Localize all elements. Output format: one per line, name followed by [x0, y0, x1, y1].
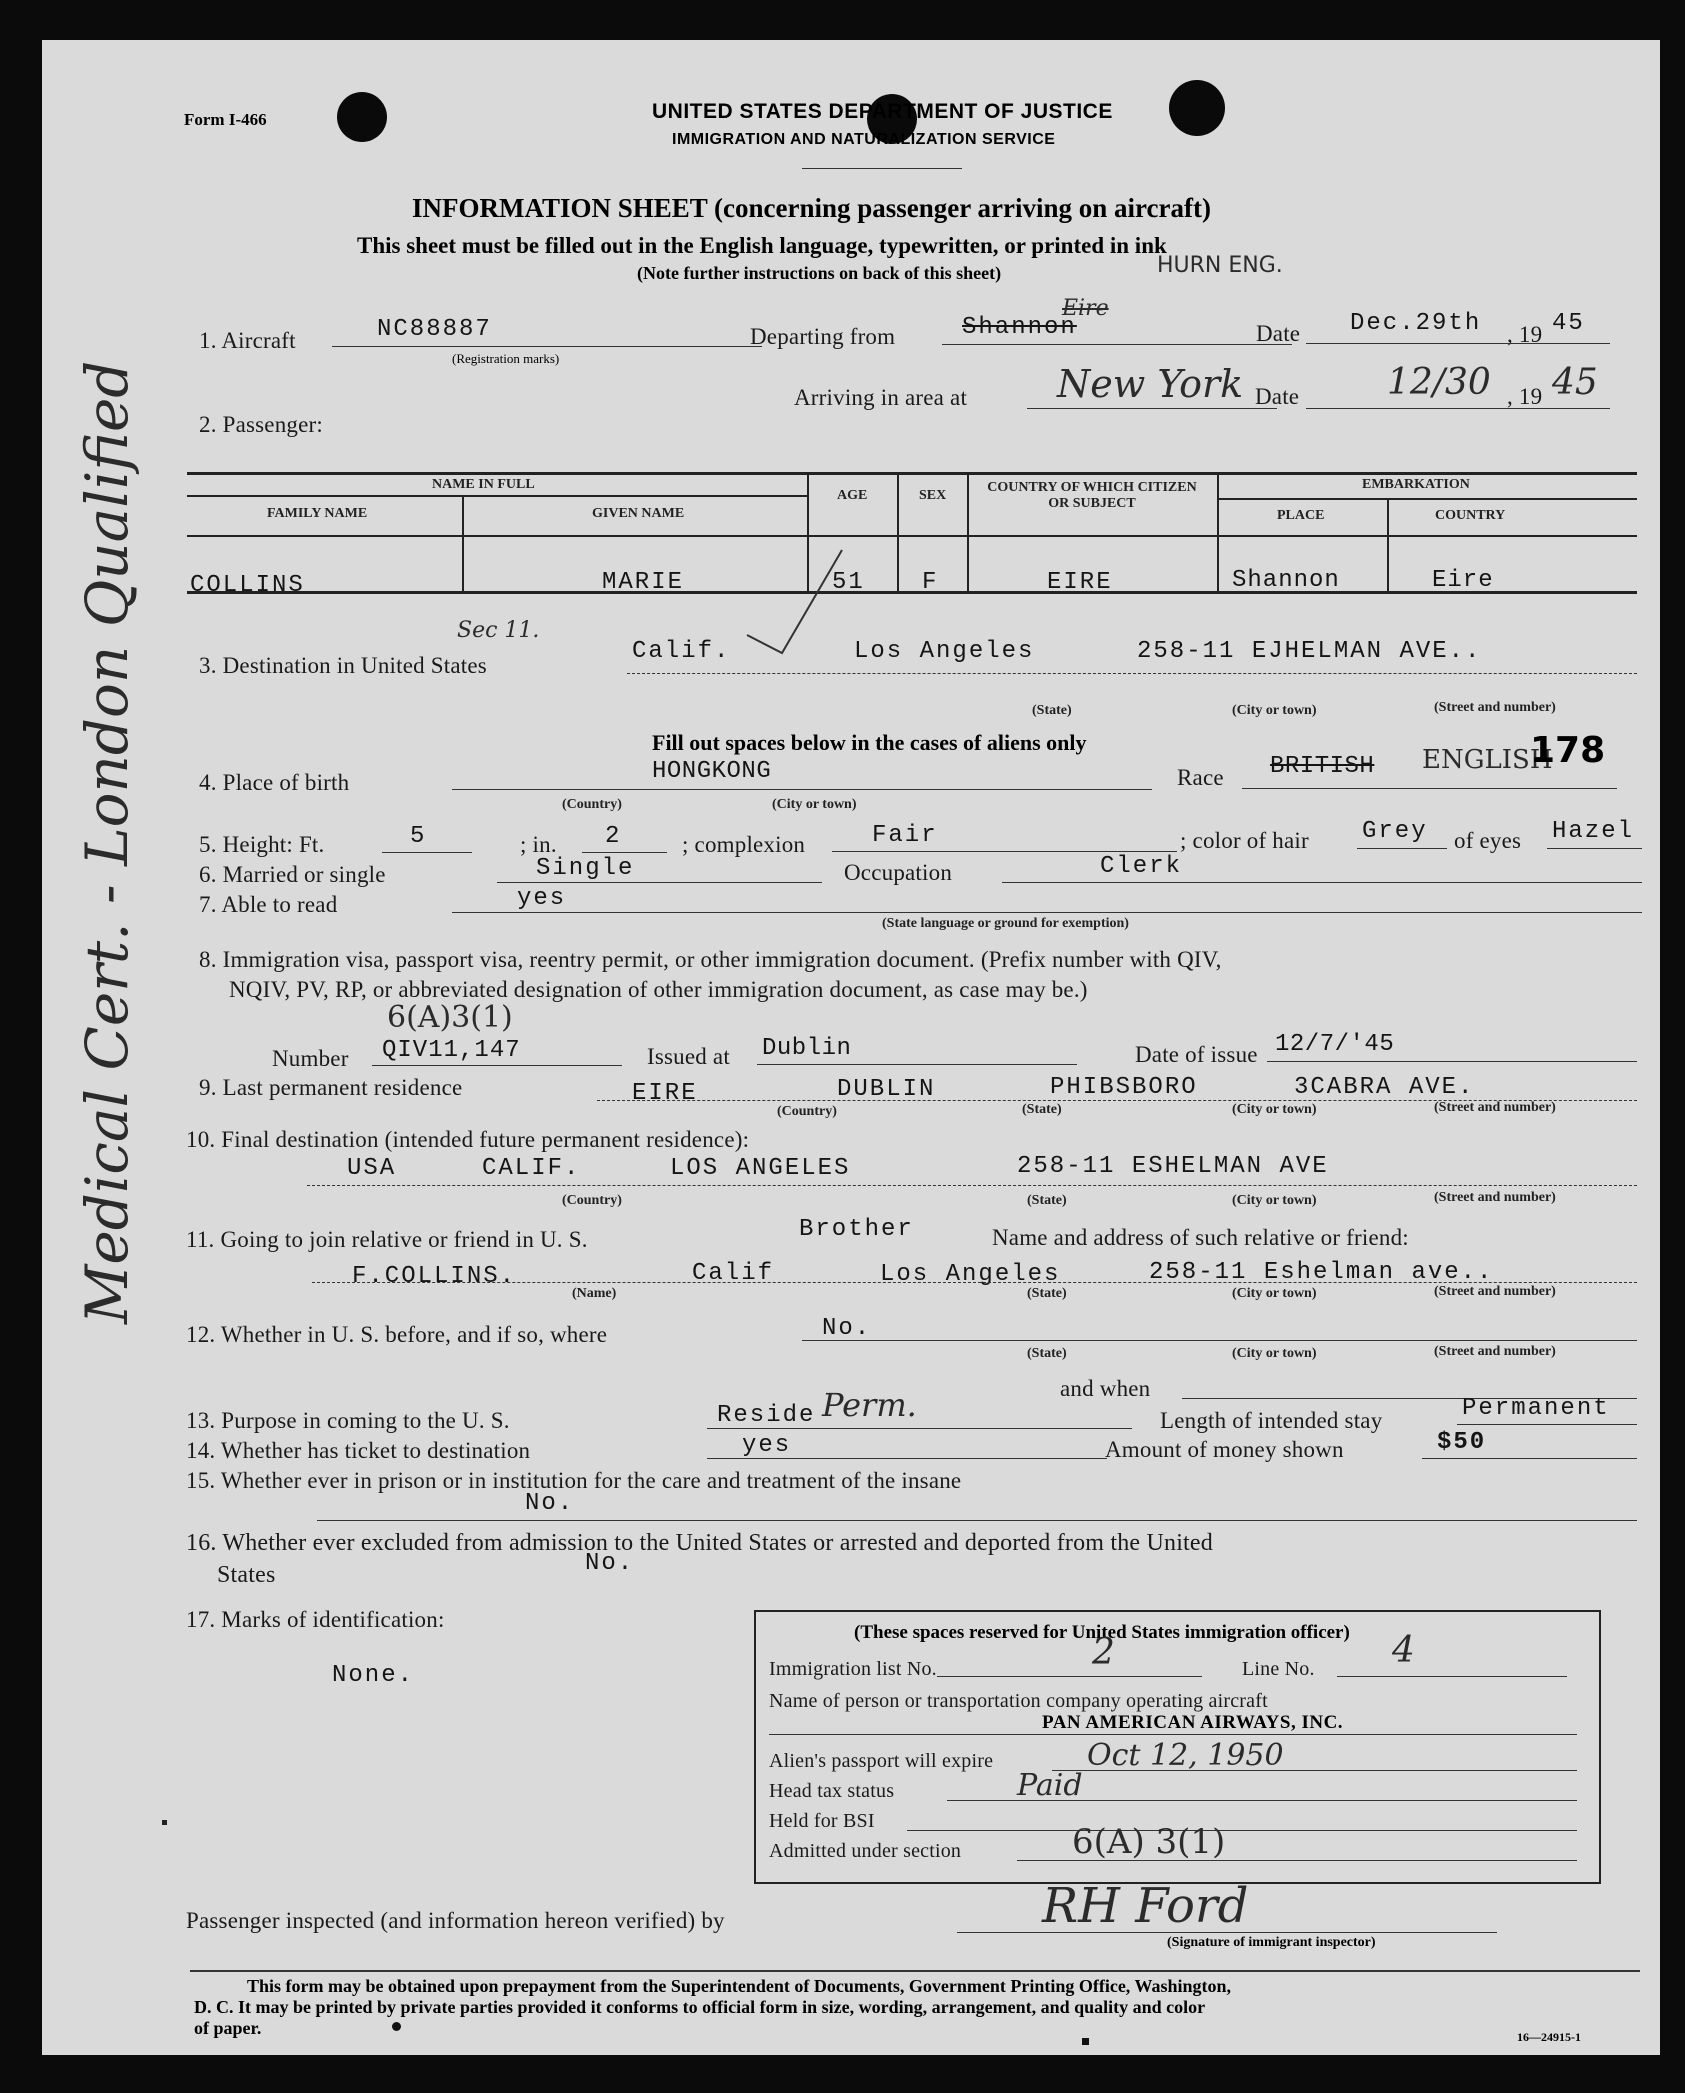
departing-value: Shannon — [962, 314, 1077, 341]
arriving-date-value: 12/30 — [1387, 362, 1491, 403]
destination-street: 258-11 EJHELMAN AVE.. — [1137, 638, 1482, 665]
final-city-caption: (City or town) — [1232, 1193, 1317, 1208]
immigration-list-label: Immigration list No. — [769, 1658, 937, 1680]
department-heading: UNITED STATES DEPARTMENT OF JUSTICE — [652, 100, 1113, 123]
occupation-value: Clerk — [1100, 853, 1183, 880]
money-label: Amount of money shown — [1105, 1437, 1344, 1462]
purpose-label: 13. Purpose in coming to the U. S. — [186, 1408, 510, 1433]
us-before-label: 12. Whether in U. S. before, and if so, where — [186, 1322, 608, 1347]
aircraft-label: 1. Aircraft — [199, 328, 296, 353]
complexion-value: Fair — [872, 822, 938, 849]
aliens-only-note: Fill out spaces below in the cases of aliens only — [652, 730, 1087, 755]
visa-number-label: Number — [272, 1046, 349, 1071]
destination-state-caption: (State) — [1032, 703, 1072, 718]
line-no-value: 4 — [1392, 1630, 1415, 1671]
departing-year-prefix: , 19 — [1507, 322, 1543, 347]
margin-handwriting: Medical Cert. - London Qualified — [73, 360, 141, 1324]
join-state-value: Calif — [692, 1260, 775, 1287]
signature-caption: (Signature of immigrant inspector) — [1167, 1935, 1376, 1950]
height-label: 5. Height: Ft. — [199, 832, 325, 857]
us-before-when-label: and when — [1060, 1376, 1151, 1401]
read-caption: (State language or ground for exemption) — [882, 916, 1129, 931]
form-sheet — [42, 40, 1660, 2055]
issue-date-label: Date of issue — [1135, 1042, 1258, 1067]
citizenship-value: EIRE — [1047, 569, 1113, 596]
given-name-value: MARIE — [602, 569, 685, 596]
destination-city-caption: (City or town) — [1232, 703, 1317, 718]
form-subtitle: This sheet must be filled out in the English language, typewritten, or printed in ink — [357, 233, 1167, 258]
ink-speck — [162, 1820, 167, 1825]
destination-label: 3. Destination in United States — [199, 653, 487, 678]
aircraft-value: NC88887 — [377, 316, 492, 343]
final-state-caption: (State) — [1027, 1193, 1067, 1208]
destination-state: Calif. — [632, 638, 731, 665]
issued-at-label: Issued at — [647, 1044, 730, 1069]
place-header: PLACE — [1277, 508, 1325, 523]
header-rule — [802, 168, 962, 169]
marital-value: Single — [536, 855, 635, 882]
arriving-date-label: Date — [1255, 384, 1300, 409]
destination-city: Los Angeles — [854, 638, 1035, 665]
residence-country: EIRE — [632, 1080, 698, 1107]
purpose-value: Reside — [717, 1402, 816, 1429]
operator-value: PAN AMERICAN AIRWAYS, INC. — [1042, 1712, 1344, 1733]
head-tax-label: Head tax status — [769, 1780, 895, 1802]
age-value: 51 — [832, 569, 865, 596]
visa-number-value: QIV11,147 — [382, 1037, 521, 1064]
footer-line3: of paper. — [194, 2018, 262, 2038]
hair-value: Grey — [1362, 818, 1428, 845]
final-destination-country: USA — [347, 1155, 397, 1182]
length-of-stay-label: Length of intended stay — [1160, 1408, 1383, 1433]
join-relative-label2: Name and address of such relative or friend: — [992, 1225, 1409, 1250]
excluded-value: No. — [585, 1550, 635, 1577]
footer-line2: D. C. It may be printed by private parties provided it conforms to official form in size, wording, arrangement, and quality and color — [194, 1997, 1206, 2017]
form-title: INFORMATION SHEET (concerning passenger arriving on aircraft) — [412, 193, 1211, 223]
registration-caption: (Registration marks) — [452, 351, 560, 366]
footer-line1: This form may be obtained upon prepayment from the Superintendent of Documents, Government Printing Office, Washington, — [247, 1976, 1232, 1996]
admitted-under-label: Admitted under section — [769, 1840, 962, 1862]
race-value: BRITISH — [1270, 753, 1375, 780]
length-of-stay-value: Permanent — [1462, 1395, 1610, 1422]
visa-label-line2: NQIV, PV, RP, or abbreviated designation of other immigration document, as case may be.) — [229, 977, 1088, 1002]
hair-label: ; color of hair — [1180, 828, 1309, 853]
residence-state-caption: (State) — [1022, 1102, 1062, 1117]
residence-street: 3CABRA AVE. — [1294, 1074, 1475, 1101]
issue-date-value: 12/7/'45 — [1275, 1031, 1395, 1058]
us-before-state-caption: (State) — [1027, 1346, 1067, 1361]
complexion-label: ; complexion — [682, 832, 806, 857]
join-relative-label: 11. Going to join relative or friend in U. S. — [186, 1227, 588, 1252]
operator-label: Name of person or transportation company operating aircraft — [769, 1690, 1268, 1712]
identification-value: None. — [332, 1662, 415, 1689]
bsi-label: Held for BSI — [769, 1810, 875, 1832]
final-destination-state: CALIF. — [482, 1155, 581, 1182]
form-note: (Note further instructions on back of this sheet) — [637, 263, 1002, 283]
join-name-caption: (Name) — [572, 1286, 617, 1301]
embarkation-place-value: Shannon — [1232, 567, 1340, 594]
punch-hole-right — [1169, 80, 1225, 136]
destination-handwriting: Sec 11. — [457, 618, 540, 643]
line-no-label: Line No. — [1242, 1658, 1315, 1680]
purpose-handwriting: Perm. — [822, 1386, 917, 1424]
identification-label: 17. Marks of identification: — [186, 1607, 445, 1632]
officer-box-title: (These spaces reserved for United States immigration officer) — [854, 1622, 1350, 1643]
citizenship-header: COUNTRY OF WHICH CITIZEN OR SUBJECT — [987, 480, 1197, 511]
admitted-under-value: 6(A) 3(1) — [1072, 1822, 1226, 1862]
destination-street-caption: (Street and number) — [1434, 700, 1556, 715]
sex-value: F — [922, 569, 939, 596]
passport-expire-label: Alien's passport will expire — [769, 1750, 994, 1772]
birthplace-country-caption: (Country) — [562, 797, 622, 812]
head-tax-value: Paid — [1017, 1768, 1083, 1803]
service-heading: IMMIGRATION AND NATURALIZATION SERVICE — [672, 131, 1056, 148]
family-name-header: FAMILY NAME — [267, 506, 368, 521]
residence-city: PHIBSBORO — [1050, 1074, 1198, 1101]
money-value: $50 — [1437, 1429, 1487, 1456]
emb-country-header: COUNTRY — [1435, 508, 1506, 523]
departing-year-value: 45 — [1552, 310, 1585, 337]
join-name-value: F.COLLINS. — [352, 1263, 517, 1290]
residence-country-caption: (Country) — [777, 1104, 837, 1119]
issued-at-value: Dublin — [762, 1035, 852, 1062]
excluded-label-line2: States — [217, 1562, 276, 1588]
ink-speck — [1082, 2038, 1089, 2045]
birthplace-city: HONGKONG — [652, 758, 772, 785]
ink-speck — [392, 2022, 401, 2031]
arriving-year-prefix: , 19 — [1507, 384, 1543, 409]
join-street-caption: (Street and number) — [1434, 1284, 1556, 1299]
departing-label: Departing from — [750, 324, 896, 349]
join-city-value: Los Angeles — [880, 1261, 1061, 1288]
prison-value: No. — [525, 1490, 575, 1517]
visa-label-line1: 8. Immigration visa, passport visa, reentry permit, or other immigration document. (Prefix number with QIV, — [199, 947, 1222, 972]
eyes-value: Hazel — [1552, 818, 1635, 845]
us-before-city-caption: (City or town) — [1232, 1346, 1317, 1361]
occupation-label: Occupation — [844, 860, 953, 885]
footer-code: 16—24915-1 — [1517, 2030, 1581, 2044]
join-street-value: 258-11 Eshelman ave.. — [1149, 1259, 1494, 1286]
final-country-caption: (Country) — [562, 1193, 622, 1208]
passenger-label: 2. Passenger: — [199, 412, 323, 437]
birthplace-city-caption: (City or town) — [772, 797, 857, 812]
residence-city-caption: (City or town) — [1232, 1102, 1317, 1117]
final-destination-label: 10. Final destination (intended future permanent residence): — [186, 1127, 750, 1152]
name-in-full-header: NAME IN FULL — [432, 477, 535, 492]
top-handwriting: HURN ENG. — [1157, 253, 1283, 278]
arriving-label: Arriving in area at — [794, 385, 968, 410]
eyes-label: of eyes — [1454, 828, 1522, 853]
given-name-header: GIVEN NAME — [592, 506, 685, 521]
age-header: AGE — [837, 488, 868, 503]
join-state-caption: (State) — [1027, 1286, 1067, 1301]
residence-state: DUBLIN — [837, 1076, 936, 1103]
us-before-street-caption: (Street and number) — [1434, 1344, 1556, 1359]
departing-date-value: Dec.29th — [1350, 310, 1482, 337]
passport-expire-value: Oct 12, 1950 — [1087, 1738, 1284, 1773]
read-value: yes — [517, 885, 567, 912]
race-label: Race — [1177, 765, 1224, 790]
arriving-year-value: 45 — [1552, 362, 1598, 403]
embarkation-header: EMBARKATION — [1362, 477, 1470, 492]
final-destination-street: 258-11 ESHELMAN AVE — [1017, 1153, 1329, 1180]
final-destination-city: LOS ANGELES — [670, 1155, 851, 1182]
prison-label: 15. Whether ever in prison or in institution for the care and treatment of the insane — [186, 1468, 962, 1493]
join-relation-value: Brother — [799, 1216, 914, 1243]
visa-handwriting: 6(A)3(1) — [387, 1000, 513, 1035]
race-handwriting: ENGLISH — [1422, 745, 1553, 775]
ticket-label: 14. Whether has ticket to destination — [186, 1438, 531, 1463]
family-name-value: COLLINS — [190, 572, 305, 599]
height-feet: 5 — [410, 823, 427, 850]
inspector-signature: RH Ford — [1042, 1878, 1249, 1934]
final-street-caption: (Street and number) — [1434, 1190, 1556, 1205]
check-mark — [742, 545, 852, 655]
height-inches: 2 — [605, 823, 622, 850]
residence-street-caption: (Street and number) — [1434, 1100, 1556, 1115]
form-number: Form I-466 — [184, 110, 267, 129]
departing-handwriting: Eire — [1062, 296, 1109, 321]
embarkation-country-value: Eire — [1432, 567, 1494, 594]
inspected-label: Passenger inspected (and information hereon verified) by — [186, 1908, 725, 1933]
race-code: 178 — [1530, 730, 1606, 771]
birthplace-label: 4. Place of birth — [199, 770, 350, 795]
ticket-value: yes — [742, 1432, 792, 1459]
height-inches-label: ; in. — [520, 832, 557, 857]
sex-header: SEX — [919, 488, 947, 503]
arriving-value: New York — [1057, 362, 1244, 406]
punch-hole-left — [337, 92, 387, 142]
residence-label: 9. Last permanent residence — [199, 1075, 463, 1100]
marital-label: 6. Married or single — [199, 862, 386, 887]
us-before-value: No. — [822, 1315, 872, 1342]
immigration-list-value: 2 — [1092, 1632, 1115, 1673]
excluded-label: 16. Whether ever excluded from admission to the United States or arrested and deported from the United — [186, 1530, 1213, 1556]
departing-date-label: Date — [1256, 321, 1301, 346]
join-city-caption: (City or town) — [1232, 1286, 1317, 1301]
read-label: 7. Able to read — [199, 892, 338, 917]
